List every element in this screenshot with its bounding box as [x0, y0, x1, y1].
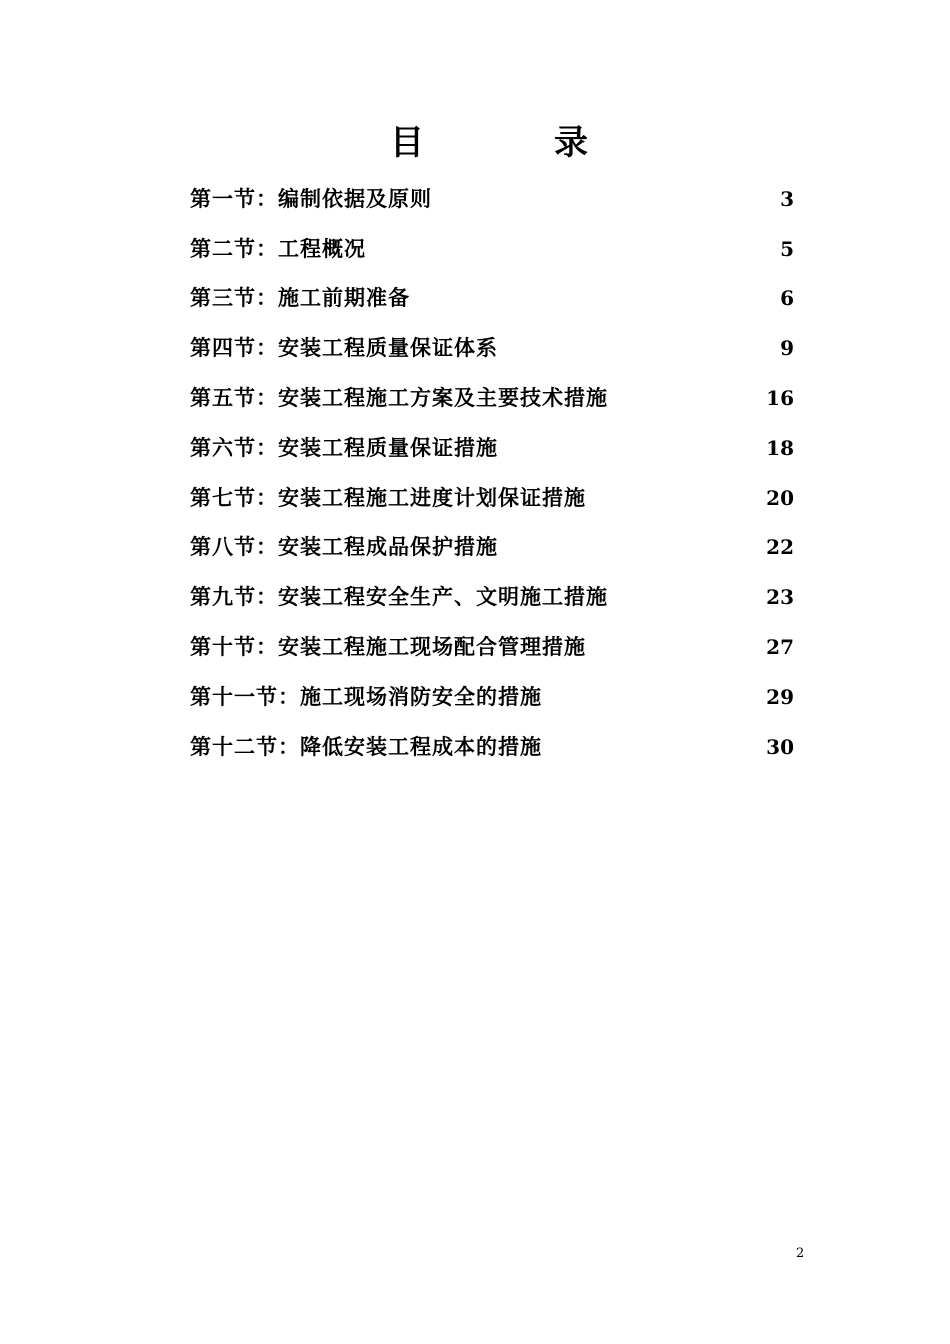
- toc-entry-title: 第十节：安装工程施工现场配合管理措施: [190, 635, 586, 660]
- toc-entry-title: 第三节：施工前期准备: [190, 286, 410, 311]
- toc-entry-page: 9: [780, 336, 794, 361]
- toc-entry[interactable]: [190, 473, 800, 523]
- toc-entry-page: 5: [780, 236, 794, 261]
- toc-entry[interactable]: [190, 572, 800, 622]
- toc-entry[interactable]: [190, 722, 800, 772]
- toc-entry[interactable]: [190, 224, 800, 274]
- toc-entry-title: 第十二节：降低安装工程成本的措施: [190, 734, 542, 759]
- toc-entry-title: 第二节：工程概况: [190, 236, 366, 261]
- toc-entry[interactable]: [190, 523, 800, 573]
- toc-entry-title: 第五节：安装工程施工方案及主要技术措施: [190, 386, 608, 411]
- toc-entry-title: 第一节：编制依据及原则: [190, 186, 432, 211]
- toc-entry-title: 第八节：安装工程成品保护措施: [190, 535, 498, 560]
- toc-entry[interactable]: [190, 323, 800, 373]
- toc-entry-page: 3: [780, 186, 794, 211]
- toc-entry-title: 第十一节：施工现场消防安全的措施: [190, 684, 542, 709]
- toc-list: [190, 174, 800, 772]
- toc-entry-page: 18: [766, 435, 794, 460]
- toc-entry-page: 16: [766, 386, 794, 411]
- page-number: 2: [796, 1246, 805, 1261]
- toc-entry-page: 27: [766, 635, 794, 660]
- toc-entry[interactable]: [190, 622, 800, 672]
- toc-entry-page: 6: [780, 286, 794, 311]
- toc-entry-page: 30: [766, 734, 794, 759]
- toc-entry[interactable]: [190, 423, 800, 473]
- toc-entry-title: 第四节：安装工程质量保证体系: [190, 336, 498, 361]
- toc-title: 目 录: [390, 123, 636, 163]
- toc-entry-title: 第七节：安装工程施工进度计划保证措施: [190, 485, 586, 510]
- toc-entry-page: 20: [766, 485, 794, 510]
- toc-entry-title: 第九节：安装工程安全生产、文明施工措施: [190, 585, 608, 610]
- toc-entry-page: 22: [766, 535, 794, 560]
- toc-entry-title: 第六节：安装工程质量保证措施: [190, 435, 498, 460]
- toc-entry[interactable]: [190, 274, 800, 324]
- toc-entry-page: 23: [766, 585, 794, 610]
- toc-entry[interactable]: [190, 672, 800, 722]
- toc-entry[interactable]: [190, 373, 800, 423]
- toc-entry-page: 29: [766, 684, 794, 709]
- toc-entry[interactable]: [190, 174, 800, 224]
